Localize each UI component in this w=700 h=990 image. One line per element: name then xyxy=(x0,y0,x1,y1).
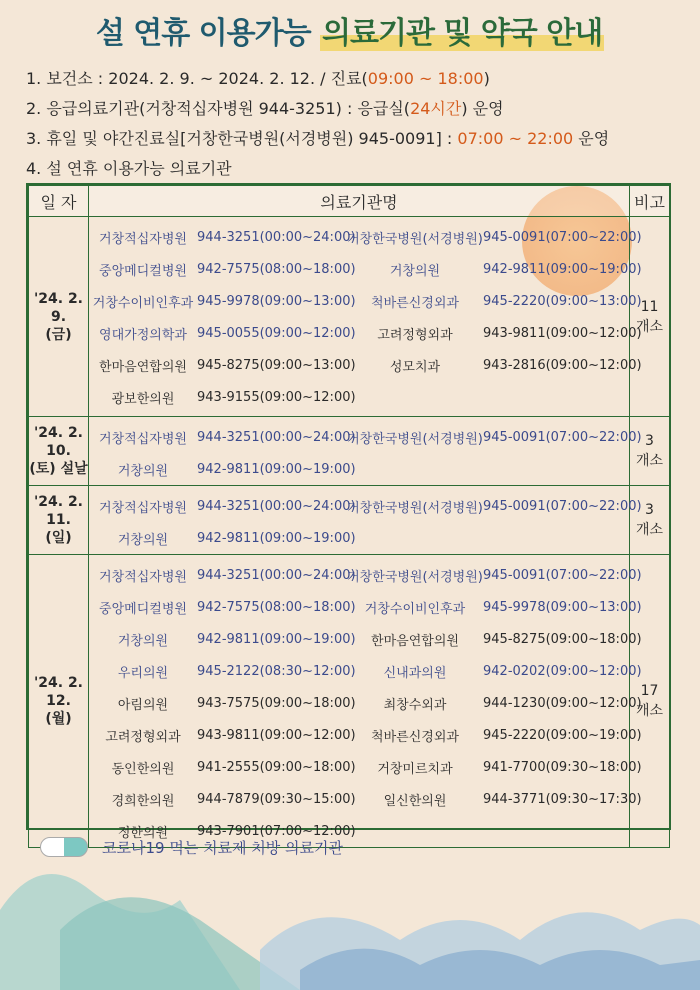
list-item xyxy=(89,453,629,485)
list-item xyxy=(89,719,642,751)
count-unit: 개소 xyxy=(635,318,664,335)
schedule-table xyxy=(26,183,671,841)
date-text: '24. 2. 11. xyxy=(33,494,84,528)
date-cell xyxy=(29,486,89,555)
institution-phone-hours: 945-0091(07:00~22:00) xyxy=(483,567,642,583)
header-institution: 의료기관명 xyxy=(89,186,630,217)
institution-name: 한마음연합의원 xyxy=(99,359,187,375)
institution-name: 정한의원 xyxy=(117,825,169,841)
institution-phone-hours: 942-0202(09:00~12:00) xyxy=(483,663,642,679)
institution-phone-hours: 943-9811(09:00~12:00) xyxy=(197,727,356,743)
list-item xyxy=(89,751,642,783)
weekday-text: (월) xyxy=(45,711,72,727)
date-text: '24. 2. 9. xyxy=(33,290,84,325)
title-part2: 의료기관 및 약국 안내 xyxy=(322,16,603,51)
list-item xyxy=(89,285,642,317)
count-number: 3 xyxy=(645,433,654,449)
info-line-3-text: 3. 휴일 및 야간진료실[거창한국병원(서경병원) 945-0091] : xyxy=(26,129,458,148)
list-item xyxy=(89,623,642,655)
institution-phone-hours: 944-3771(09:30~17:30) xyxy=(483,791,642,807)
list-item xyxy=(89,559,642,591)
institution-phone-hours: 945-9978(09:00~13:00) xyxy=(197,293,356,309)
institution-name: 거창한국병원(서경병원) xyxy=(347,231,483,247)
weekday-text: (일) xyxy=(45,530,72,546)
info-line-3-tail: 운영 xyxy=(573,129,610,148)
institution-phone-hours: 944-3251(00:00~24:00) xyxy=(197,498,356,514)
info-line-1-highlight: 09:00 ~ 18:00 xyxy=(367,69,484,88)
institution-phone-hours: 945-2220(09:00~13:00) xyxy=(483,293,642,309)
list-item xyxy=(89,655,642,687)
institution-phone-hours: 945-0091(07:00~22:00) xyxy=(483,229,642,245)
date-cell xyxy=(29,417,89,486)
header-date: 일 자 xyxy=(29,186,89,217)
date-group-row xyxy=(29,486,670,555)
institution-name: 일신한의원 xyxy=(383,793,447,809)
list-item xyxy=(89,421,642,453)
institution-phone-hours: 945-9978(09:00~13:00) xyxy=(483,599,642,615)
institution-list xyxy=(89,217,642,417)
institution-name: 아림의원 xyxy=(117,697,169,713)
institution-name: 최창수외과 xyxy=(383,697,447,713)
date-cell xyxy=(29,217,89,417)
institution-phone-hours: 945-2220(09:00~19:00) xyxy=(483,727,642,743)
count-number: 11 xyxy=(640,298,659,315)
institution-phone-hours: 943-7901(07:00~12:00) xyxy=(197,823,356,839)
institution-name: 한마음연합의원 xyxy=(371,633,459,649)
title-part1: 설 연휴 이용가능 xyxy=(95,16,311,51)
institution-phone-hours: 945-8275(09:00~18:00) xyxy=(483,631,642,647)
list-item xyxy=(89,783,642,815)
institution-phone-hours: 943-9155(09:00~12:00) xyxy=(197,389,356,405)
info-line-1-tail: ) xyxy=(483,69,490,88)
date-group-row xyxy=(29,217,670,417)
list-item xyxy=(89,687,642,719)
info-line-3 xyxy=(26,124,686,154)
institution-name: 중앙메디컬병원 xyxy=(99,601,187,617)
list-item xyxy=(89,522,629,554)
list-item xyxy=(89,253,642,285)
institution-phone-hours: 943-7575(09:00~18:00) xyxy=(197,695,356,711)
institution-phone-hours: 943-9811(09:00~12:00) xyxy=(483,325,642,341)
institution-phone-hours: 942-7575(08:00~18:00) xyxy=(197,261,356,277)
institution-phone-hours: 942-9811(09:00~19:00) xyxy=(197,461,356,477)
list-item xyxy=(89,381,629,413)
institution-name: 성모치과 xyxy=(389,359,441,375)
date-text: '24. 2. 10. xyxy=(33,425,84,459)
institution-phone-hours: 942-9811(09:00~19:00) xyxy=(197,530,356,546)
list-item xyxy=(89,349,642,381)
institution-name: 거창수이비인후과 xyxy=(92,295,194,311)
institution-name: 거창적십자병원 xyxy=(99,500,187,516)
institution-name: 거창의원 xyxy=(117,633,169,649)
institution-name: 거창한국병원(서경병원) xyxy=(347,569,483,585)
institution-phone-hours: 944-1230(09:00~12:00) xyxy=(483,695,642,711)
count-cell xyxy=(630,486,670,555)
weekday-text: (토) 설날 xyxy=(29,461,88,477)
info-line-2-text: 2. 응급의료기관(거창적십자병원 944-3251) : 응급실( xyxy=(26,99,411,118)
institution-name: 거창적십자병원 xyxy=(99,431,187,447)
institution-name: 거창수이비인후과 xyxy=(364,601,466,617)
institution-phone-hours: 942-9811(09:00~19:00) xyxy=(197,631,356,647)
institution-name: 우리의원 xyxy=(117,665,169,681)
institution-name: 척바른신경외과 xyxy=(371,295,459,311)
list-item xyxy=(89,591,642,623)
institution-name: 거창적십자병원 xyxy=(99,231,187,247)
institution-name: 거창미르치과 xyxy=(377,761,453,777)
count-number: 3 xyxy=(645,502,654,518)
institution-name: 동인한의원 xyxy=(111,761,175,777)
count-cell xyxy=(630,217,670,417)
table-header-row xyxy=(29,186,670,217)
page-title xyxy=(0,8,700,52)
count-unit: 개소 xyxy=(635,453,664,469)
institution-phone-hours: 941-7700(09:30~18:00) xyxy=(483,759,642,775)
count-number: 17 xyxy=(640,683,659,699)
institution-name: 거창의원 xyxy=(117,463,169,479)
institution-name: 거창의원 xyxy=(389,263,441,279)
count-unit: 개소 xyxy=(635,703,664,719)
info-line-4: 4. 설 연휴 이용가능 의료기관 xyxy=(26,159,232,178)
institution-phone-hours: 945-0055(09:00~12:00) xyxy=(197,325,356,341)
info-line-1 xyxy=(26,64,686,94)
institution-phone-hours: 942-7575(08:00~18:00) xyxy=(197,599,356,615)
institution-phone-hours: 944-7879(09:30~15:00) xyxy=(197,791,356,807)
date-text: '24. 2. 12. xyxy=(33,675,84,709)
institution-name: 거창한국병원(서경병원) xyxy=(347,431,483,447)
institution-list xyxy=(89,555,642,848)
date-cell xyxy=(29,555,89,848)
info-line-2 xyxy=(26,94,686,124)
date-group-row xyxy=(29,417,670,486)
institution-phone-hours: 942-9811(09:00~19:00) xyxy=(483,261,642,277)
institution-phone-hours: 945-0091(07:00~22:00) xyxy=(483,498,642,514)
waves-decoration xyxy=(0,830,700,990)
info-line-1-text: 1. 보건소 : 2024. 2. 9. ~ 2024. 2. 12. / 진료( xyxy=(26,69,368,88)
list-item xyxy=(89,317,642,349)
institution-phone-hours: 945-8275(09:00~13:00) xyxy=(197,357,356,373)
institution-phone-hours: 943-2816(09:00~12:00) xyxy=(483,357,642,373)
institution-name: 척바른신경외과 xyxy=(371,729,459,745)
header-note: 비고 xyxy=(630,186,670,217)
institution-name: 고려정형외과 xyxy=(105,729,181,745)
list-item xyxy=(89,490,642,522)
institution-name: 광보한의원 xyxy=(111,391,175,407)
info-line-2-highlight: 24시간 xyxy=(410,99,462,118)
institution-name: 거창의원 xyxy=(117,532,169,548)
institution-phone-hours: 944-3251(00:00~24:00) xyxy=(197,229,356,245)
info-line-2-tail: ) 운영 xyxy=(461,99,504,118)
list-item xyxy=(89,221,642,253)
info-line-3-highlight: 07:00 ~ 22:00 xyxy=(457,129,574,148)
info-section xyxy=(26,64,686,184)
institution-phone-hours: 945-2122(08:30~12:00) xyxy=(197,663,356,679)
institution-list xyxy=(89,417,642,486)
institution-phone-hours: 941-2555(09:00~18:00) xyxy=(197,759,356,775)
institution-phone-hours: 944-3251(00:00~24:00) xyxy=(197,429,356,445)
count-unit: 개소 xyxy=(635,522,664,538)
institution-name: 거창적십자병원 xyxy=(99,569,187,585)
count-cell xyxy=(630,417,670,486)
institution-phone-hours: 945-0091(07:00~22:00) xyxy=(483,429,642,445)
institution-name: 거창한국병원(서경병원) xyxy=(347,500,483,516)
date-group-row xyxy=(29,555,670,848)
institution-name: 고려정형외과 xyxy=(377,327,453,343)
institution-name: 신내과의원 xyxy=(383,665,447,681)
legend-text: 코로나19 먹는 치료제 처방 의료기관 xyxy=(102,838,344,857)
institution-list xyxy=(89,486,642,555)
institution-phone-hours: 944-3251(00:00~24:00) xyxy=(197,567,356,583)
institution-name: 경희한의원 xyxy=(111,793,175,809)
institution-name: 영대가정의학과 xyxy=(99,327,187,343)
institution-name: 중앙메디컬병원 xyxy=(99,263,187,279)
weekday-text: (금) xyxy=(45,326,72,343)
